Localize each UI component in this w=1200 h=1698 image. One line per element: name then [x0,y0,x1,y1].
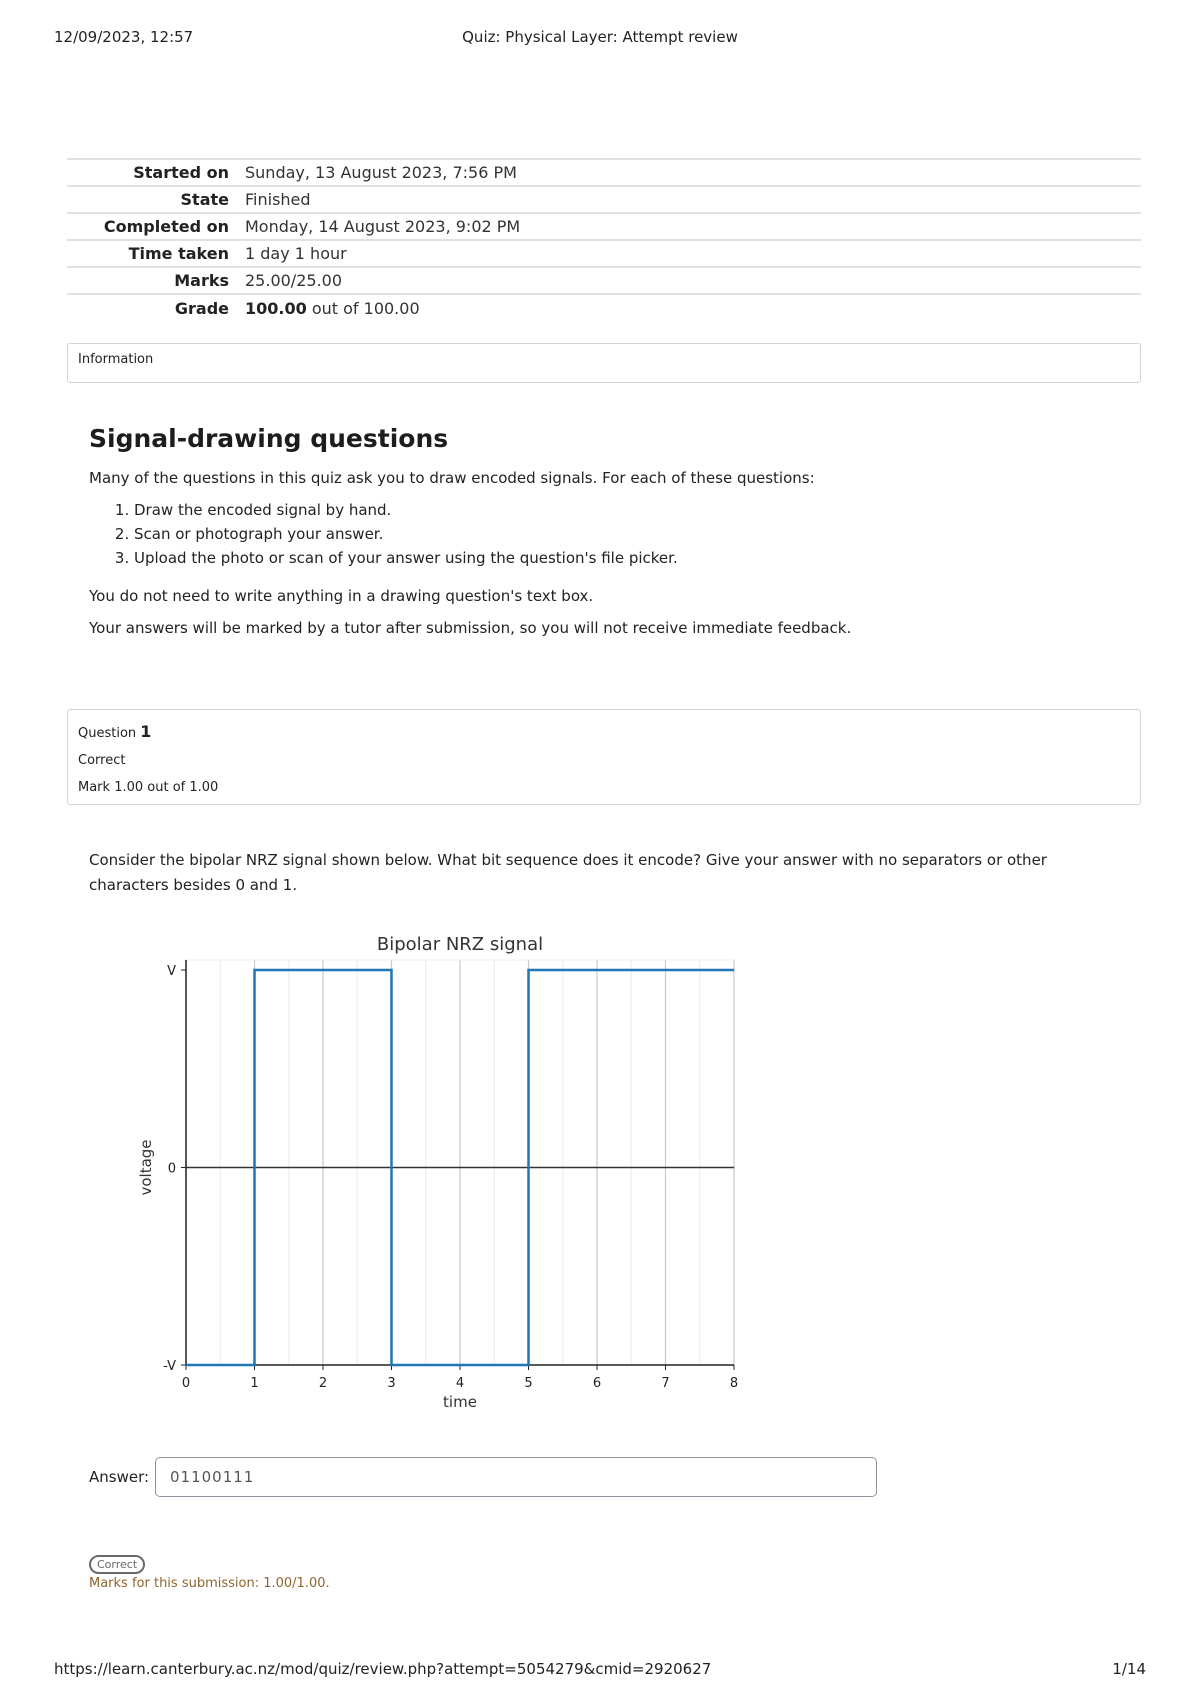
x-axis-label: time [443,1393,477,1411]
list-item: 3. Upload the photo or scan of your answer using the question's file picker. [134,546,1089,570]
intro-text [89,466,1089,648]
y-tick-label: V [167,964,176,979]
question-label: Question [78,726,137,741]
question-number [78,718,1130,747]
x-tick-label: 7 [661,1376,670,1391]
marks-for-submission: Marks for this submission: 1.00/1.00. [89,1576,330,1591]
summary-row-state [67,186,1141,213]
answer-row [89,1457,879,1497]
summary-label: State [180,190,229,209]
signal-chart-svg [89,930,769,1430]
section-title: Signal-drawing questions [89,424,449,453]
summary-value [245,294,1141,321]
summary-label: Grade [174,298,229,318]
summary-value: Monday, 14 August 2023, 9:02 PM [245,217,521,236]
list-item: 1. Draw the encoded signal by hand. [134,498,1089,522]
answer-label: Answer: [89,1468,150,1486]
summary-value: Sunday, 13 August 2023, 7:56 PM [245,163,517,182]
grade-value: 100.00 [245,298,307,318]
x-tick-label: 5 [524,1376,533,1391]
summary-value: Finished [245,190,311,209]
grade-out-of: out of 100.00 [306,298,420,318]
page-number: 1/14 [1112,1660,1146,1678]
y-tick-label: -V [163,1359,176,1374]
summary-row-completed [67,213,1141,240]
print-title: Quiz: Physical Layer: Attempt review [462,28,738,46]
question-mark: Mark 1.00 out of 1.00 [78,780,219,795]
x-tick-label: 8 [729,1376,739,1391]
x-tick-label: 1 [250,1376,259,1391]
x-tick-label: 3 [387,1376,396,1391]
x-tick-label: 2 [318,1376,328,1391]
intro-paragraph: Many of the questions in this quiz ask you to draw encoded signals. For each of these questions: [89,469,815,487]
summary-row-time-taken [67,240,1141,267]
summary-value: 1 day 1 hour [245,244,347,263]
question-state: Correct [78,753,126,768]
x-tick-label: 4 [455,1376,465,1391]
intro-paragraph: Your answers will be marked by a tutor after submission, so you will not receive immediate feedback. [89,619,852,637]
information-label: Information [78,352,154,367]
intro-steps-list [89,498,1089,570]
signal-chart [89,930,769,1430]
summary-row-grade [67,294,1141,321]
summary-label: Started on [133,163,229,182]
print-header [54,28,1146,50]
question-info-box [67,709,1141,805]
list-item: 2. Scan or photograph your answer. [134,522,1089,546]
print-footer [54,1660,1146,1682]
y-axis-label: voltage [137,1139,155,1196]
summary-label: Marks [174,271,229,290]
question-number-value: 1 [140,722,152,741]
y-tick-label: 0 [167,1161,176,1177]
correct-badge: Correct [89,1555,145,1574]
x-tick-label: 6 [592,1376,602,1391]
chart-title: Bipolar NRZ signal [376,934,544,955]
summary-label: Completed on [103,217,229,236]
print-datetime: 12/09/2023, 12:57 [54,28,194,46]
summary-row-started [67,159,1141,186]
answer-input[interactable]: 01100111 [155,1457,877,1497]
print-url: https://learn.canterbury.ac.nz/mod/quiz/review.php?attempt=5054279&cmid=2920627 [54,1660,712,1678]
summary-label: Time taken [128,244,229,263]
question-text: Consider the bipolar NRZ signal shown below. What bit sequence does it encode? Give your answer with no separators or other characters besides 0 and 1. [89,851,1047,894]
intro-paragraph: You do not need to write anything in a drawing question's text box. [89,587,594,605]
information-box [67,343,1141,383]
attempt-summary-table [67,158,1141,321]
x-tick-label: 0 [181,1376,191,1391]
summary-value: 25.00/25.00 [245,271,342,290]
summary-row-marks [67,267,1141,294]
